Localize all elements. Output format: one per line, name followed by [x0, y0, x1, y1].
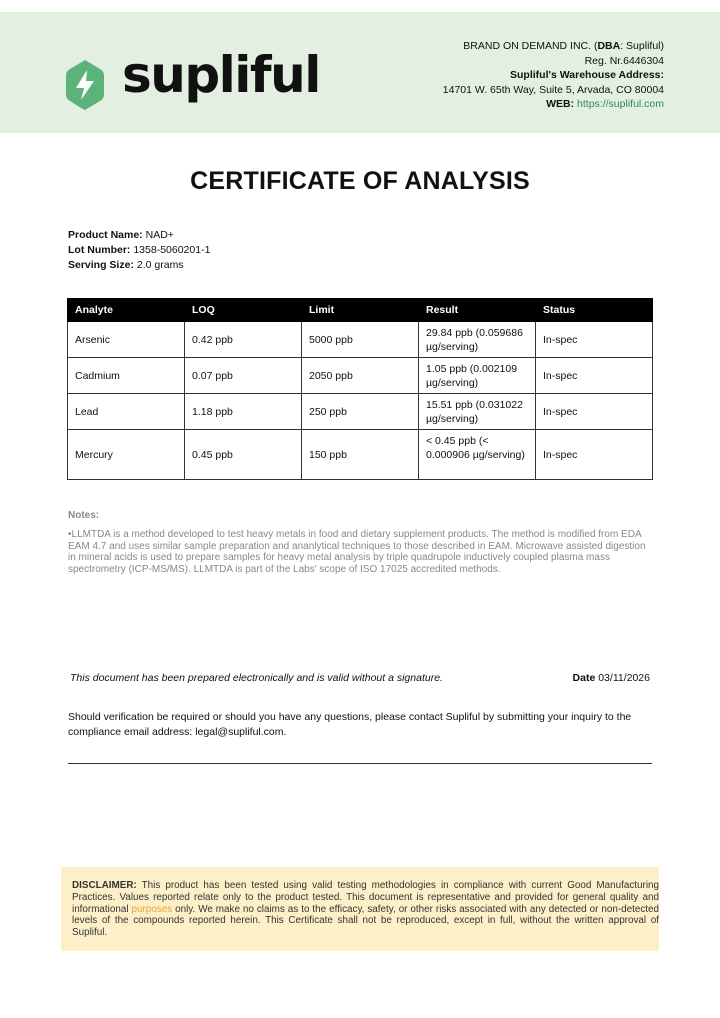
status-cell: In-spec	[536, 322, 653, 358]
warehouse-address: 14701 W. 65th Way, Suite 5, Arvada, CO 80004	[442, 83, 664, 96]
disclaimer-box	[61, 867, 659, 951]
website-link[interactable]: https://supliful.com	[577, 98, 664, 111]
limit-cell: 250 ppb	[302, 394, 419, 430]
document-header	[0, 12, 720, 133]
status-cell: In-spec	[536, 394, 653, 430]
notes-body: •LLMTDA is a method developed to test heavy metals in food and dietary supplement products. The method is modified from EDA EAM 4.7 and uses similar sample preparation and ananlytical techniques to those described in EAM. Microwave assisted digestion in mineral acids is used to prepare samples for heavy metal analysis by triple quadrupole inductively coupled plasma mass spectrometry (ICP-MS/MS). LLMTDA is part of the Labs' scope of ISO 17025 accredited methods.	[68, 529, 646, 575]
divider	[68, 763, 652, 764]
analyte-cell: Arsenic	[68, 322, 185, 358]
result-cell: < 0.45 ppb (< 0.000906 µg/serving)	[419, 430, 536, 480]
limit-cell: 5000 ppb	[302, 322, 419, 358]
verification-text: Should verification be required or should you have any questions, please contact Supliful by submitting your inquiry to the compliance email address: legal@supliful.com.	[68, 711, 632, 738]
registration-number: Reg. Nr.6446304	[584, 54, 664, 67]
table-row	[68, 358, 653, 394]
loq-cell: 0.45 ppb	[185, 430, 302, 480]
results-table	[67, 298, 653, 480]
column-header: Status	[536, 299, 653, 322]
column-header: Analyte	[68, 299, 185, 322]
warehouse-label: Supliful's Warehouse Address:	[510, 69, 664, 82]
table-header-row	[68, 299, 653, 322]
result-cell: 15.51 ppb (0.031022 µg/serving)	[419, 394, 536, 430]
table-row	[68, 430, 653, 480]
status-cell: In-spec	[536, 430, 653, 480]
table-row	[68, 322, 653, 358]
status-cell: In-spec	[536, 358, 653, 394]
notes-title: Notes:	[68, 510, 100, 521]
document-date: Date 03/11/2026	[572, 672, 650, 684]
column-header: Result	[419, 299, 536, 322]
loq-cell: 1.18 ppb	[185, 394, 302, 430]
product-name: NAD+	[145, 229, 174, 241]
result-cell: 29.84 ppb (0.059686 µg/serving)	[419, 322, 536, 358]
loq-cell: 0.07 ppb	[185, 358, 302, 394]
brand-wordmark: supliful	[122, 46, 320, 104]
analyte-cell: Lead	[68, 394, 185, 430]
analyte-cell: Mercury	[68, 430, 185, 480]
loq-cell: 0.42 ppb	[185, 322, 302, 358]
company-info: BRAND ON DEMAND INC. (DBA: Supliful) Reg. Nr.6446304 Supliful's Warehouse Address: 14701 W. 65th Way, Suite 5, Arvada, CO 80004 WEB: https://supliful.com	[442, 40, 664, 111]
disclaimer-text: DISCLAIMER: This product has been tested using valid testing methodologies in compliance with current Good Manufacturing Practices. Values reported relate only to the product tested. This document is representative and provided for general quality and informational purposes only. We make no claims as to the efficacy, safety, or other risks associated with any detected or non-detected levels of the compounds reported herein. This Certificate shall not be reproduced, except in full, without the written approval of Supliful.	[72, 880, 660, 939]
supliful-logo-icon	[64, 58, 106, 112]
column-header: Limit	[302, 299, 419, 322]
limit-cell: 2050 ppb	[302, 358, 419, 394]
analyte-cell: Cadmium	[68, 358, 185, 394]
result-cell: 1.05 ppb (0.002109 µg/serving)	[419, 358, 536, 394]
serving-size: 2.0 grams	[136, 259, 184, 271]
page-title: CERTIFICATE OF ANALYSIS	[190, 167, 530, 195]
product-info: Product Name: NAD+ Lot Number: 1358-5060201-1 Serving Size: 2.0 grams	[68, 229, 211, 271]
electronic-signature-note: This document has been prepared electronically and is valid without a signature.	[70, 672, 443, 684]
limit-cell: 150 ppb	[302, 430, 419, 480]
table-row	[68, 394, 653, 430]
column-header: LOQ	[185, 299, 302, 322]
lot-number: 1358-5060201-1	[133, 244, 211, 256]
